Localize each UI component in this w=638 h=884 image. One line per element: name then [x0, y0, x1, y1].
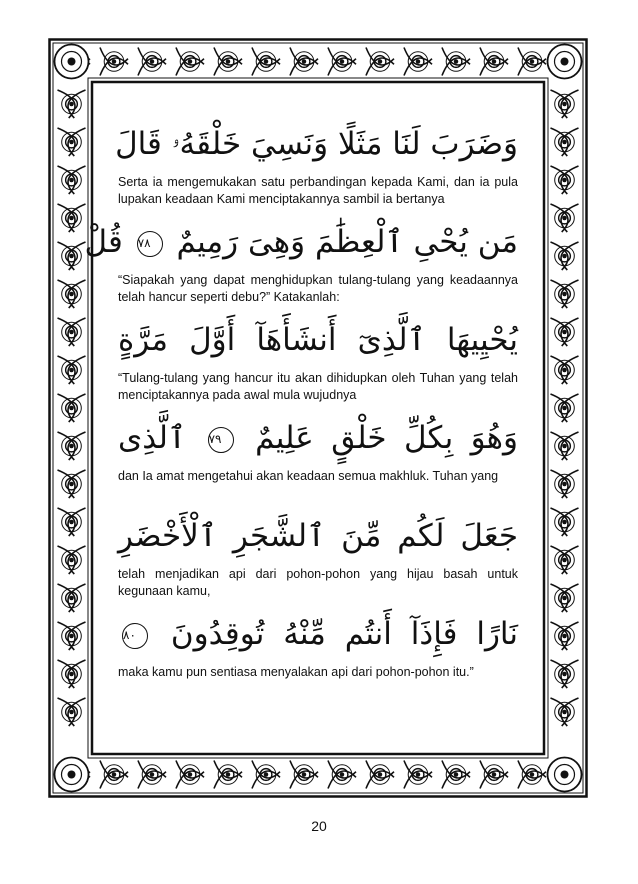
ayah-number-79: ٧٩	[208, 427, 234, 453]
arabic-text-4b: ٱلَّذِى	[118, 420, 187, 456]
translation-5: telah menjadikan api dari pohon-pohon yang hijau basah untuk kegunaan kamu,	[118, 567, 518, 598]
translation-3: “Tulang-tulang yang hancur itu akan dihidupkan oleh Tuhan yang telah menciptakannya pada awal mula wujudnya	[118, 371, 518, 402]
verse-block-3	[118, 314, 518, 404]
translation-6: maka kamu pun sentiasa menyalakan api dari pohon-pohon itu.”	[118, 665, 474, 679]
translation-4: dan Ia amat mengetahui akan keadaan semua makhluk. Tuhan yang	[118, 469, 499, 483]
arabic-text-1: وَضَرَبَ لَنَا مَثَلًا وَنَسِيَ خَلْقَهُۥ قَالَ	[115, 126, 518, 162]
ayah-number-78: ٧٨	[137, 231, 163, 257]
verse-block-2	[84, 216, 518, 306]
arabic-text-4: وَهُوَ بِكُلِّ خَلْقٍ عَلِيمٌ	[255, 420, 518, 456]
arabic-text-6: نَارًا فَإِذَآ أَنتُم مِّنْهُ تُوقِدُونَ	[170, 616, 519, 652]
ayah-number-80: ٨٠	[122, 623, 148, 649]
page-number: 20	[311, 818, 327, 834]
arabic-text-5: جَعَلَ لَكُم مِّنَ ٱلشَّجَرِ ٱلْأَخْضَرِ	[118, 518, 518, 554]
verse-block-1	[115, 118, 518, 208]
translation-1: Serta ia mengemukakan satu perbandingan kepada Kami, dan ia pula lupakan keadaan Kami menciptakannya sambil ia bertanya	[118, 175, 518, 206]
verse-block-5	[118, 510, 518, 600]
verse-block-4	[118, 412, 518, 485]
arabic-verse-3	[118, 314, 518, 370]
translation-2: “Siapakah yang dapat menghidupkan tulang-tulang yang keadaannya telah hancur seperti debu?” Katakanlah:	[118, 273, 518, 304]
arabic-text-3: يُحْيِيهَا ٱلَّذِىٓ أَنشَأَهَآ أَوَّلَ مَرَّةٍ	[118, 322, 518, 358]
arabic-text-2b: قُلْ	[84, 224, 123, 260]
page-content	[84, 118, 519, 708]
arabic-verse-6	[118, 608, 518, 664]
arabic-verse-1	[115, 118, 518, 174]
arabic-verse-2	[84, 216, 518, 272]
arabic-verse-5	[118, 510, 518, 566]
verse-block-6	[118, 608, 518, 681]
arabic-verse-4	[118, 412, 518, 468]
arabic-text-2: مَن يُحْىِ ٱلْعِظَٰمَ وَهِىَ رَمِيمٌ	[176, 224, 518, 260]
